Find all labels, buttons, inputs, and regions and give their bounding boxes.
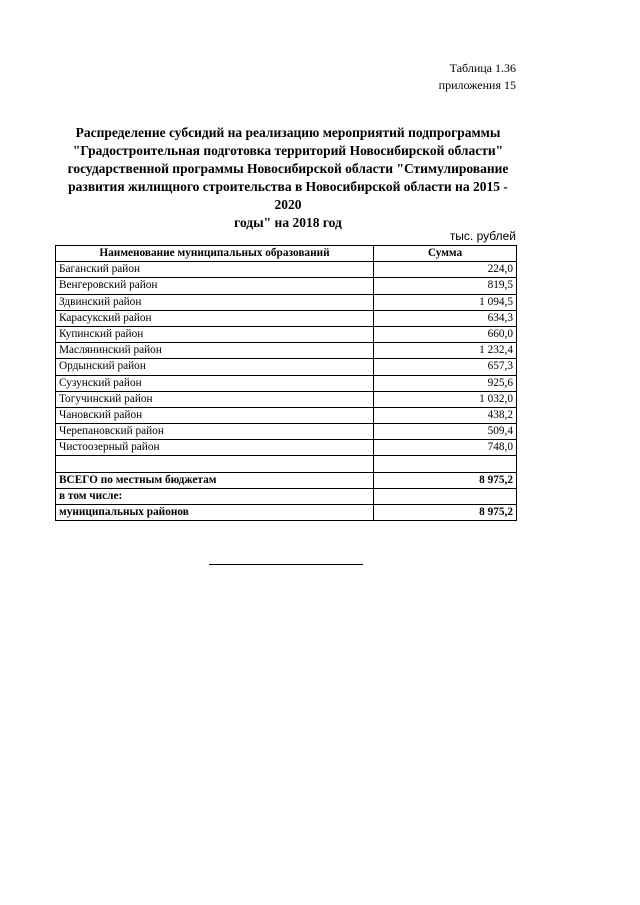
table-row [56, 326, 517, 342]
table-row-total [56, 472, 517, 488]
table-row [56, 424, 517, 440]
cell-municipality: Ордынский район [56, 359, 374, 375]
cell-municipality [56, 456, 374, 472]
table-row [56, 262, 517, 278]
cell-sum: 224,0 [374, 262, 517, 278]
cell-municipality: Чановский район [56, 407, 374, 423]
cell-sum: 819,5 [374, 278, 517, 294]
cell-sum: 657,3 [374, 359, 517, 375]
title-line: государственной программы Новосибирской области "Стимулирование [67, 161, 509, 176]
cell-sum: 1 094,5 [374, 294, 517, 310]
table-row [56, 375, 517, 391]
cell-sum [374, 488, 517, 504]
cell-municipality: Чистоозерный район [56, 440, 374, 456]
cell-municipality: муниципальных районов [56, 505, 374, 521]
title-line: Распределение субсидий на реализацию мероприятий подпрограммы [75, 125, 501, 140]
cell-municipality: Баганский район [56, 262, 374, 278]
cell-sum: 509,4 [374, 424, 517, 440]
subsidy-table [55, 245, 517, 521]
cell-municipality: Здвинский район [56, 294, 374, 310]
cell-sum: 8 975,2 [374, 472, 517, 488]
table-row [56, 391, 517, 407]
separator-line [209, 564, 363, 565]
table-row [56, 294, 517, 310]
cell-municipality: Карасукский район [56, 310, 374, 326]
cell-municipality: Черепановский район [56, 424, 374, 440]
table-row [56, 440, 517, 456]
table-reference [439, 60, 516, 94]
table-row [56, 343, 517, 359]
appendix-number: приложения 15 [438, 78, 516, 92]
table-header-row [56, 246, 517, 262]
table-row [56, 407, 517, 423]
cell-sum: 748,0 [374, 440, 517, 456]
cell-sum: 925,6 [374, 375, 517, 391]
cell-sum: 1 032,0 [374, 391, 517, 407]
cell-municipality: Венгеровский район [56, 278, 374, 294]
cell-sum [374, 456, 517, 472]
document-title [60, 124, 516, 232]
table-body [56, 262, 517, 521]
cell-municipality: ВСЕГО по местным бюджетам [56, 472, 374, 488]
cell-municipality: Сузунский район [56, 375, 374, 391]
column-header-sum: Сумма [374, 246, 517, 262]
cell-municipality: Маслянинский район [56, 343, 374, 359]
table-row [56, 278, 517, 294]
cell-sum: 660,0 [374, 326, 517, 342]
units-label: тыс. рублей [449, 229, 516, 243]
table-row [56, 359, 517, 375]
table-row [56, 310, 517, 326]
title-line: "Градостроительная подготовка территорий Новосибирской области" [72, 143, 504, 158]
column-header-name: Наименование муниципальных образований [56, 246, 374, 262]
cell-sum: 1 232,4 [374, 343, 517, 359]
cell-sum: 438,2 [374, 407, 517, 423]
title-line: годы" на 2018 год [234, 215, 342, 230]
cell-municipality: Тогучинский район [56, 391, 374, 407]
table-number: Таблица 1.36 [449, 61, 516, 75]
table-row-including [56, 488, 517, 504]
cell-municipality: в том числе: [56, 488, 374, 504]
cell-municipality: Купинский район [56, 326, 374, 342]
table-row-districts [56, 505, 517, 521]
cell-sum: 8 975,2 [374, 505, 517, 521]
table-row-empty [56, 456, 517, 472]
title-line: развития жилищного строительства в Новосибирской области на 2015 - 2020 [68, 179, 508, 212]
cell-sum: 634,3 [374, 310, 517, 326]
